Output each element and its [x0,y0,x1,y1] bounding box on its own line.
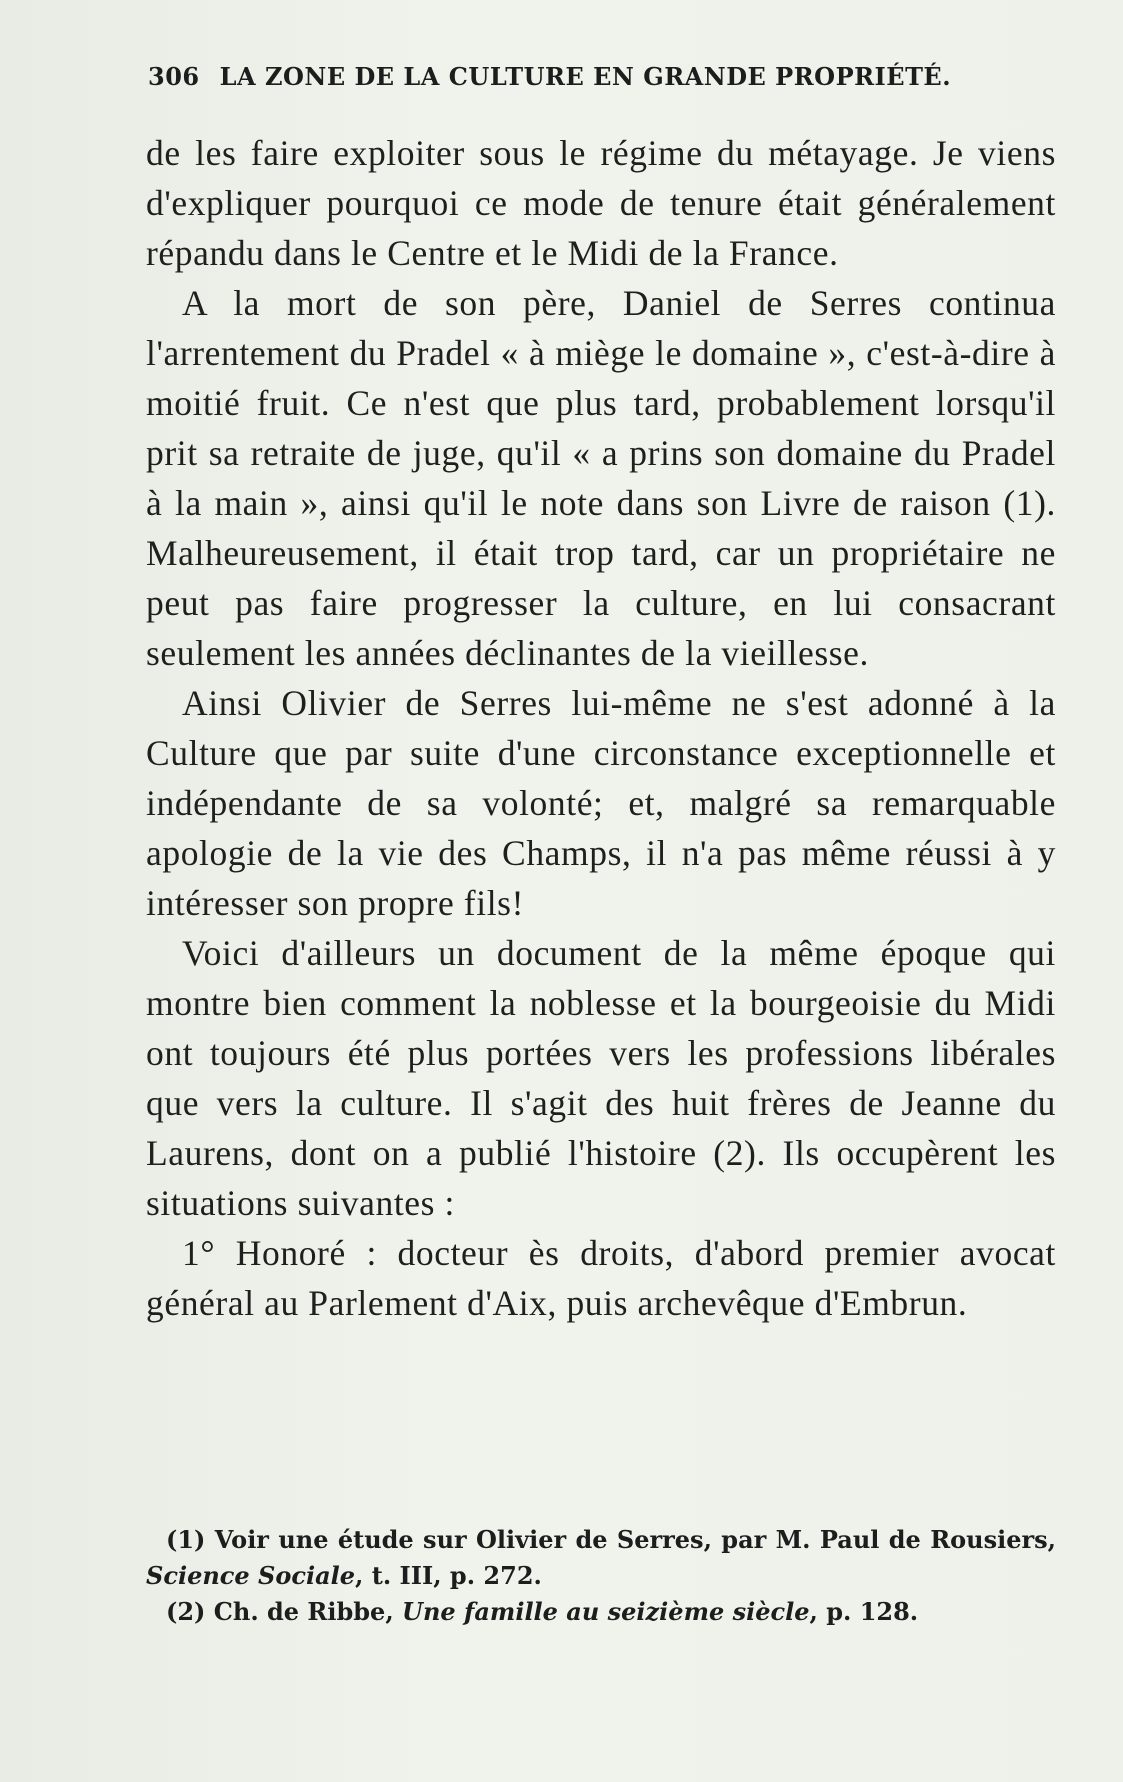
footnote-2-text: (2) Ch. de Ribbe, [166,1597,403,1626]
running-header [148,62,1028,91]
paragraph: A la mort de son père, Daniel de Serres continua l'arrentement du Pradel « à miège le domaine », c'est-à-dire à moitié fruit. Ce n'est que plus tard, probablement lorsqu'il prit sa retraite de juge, qu'il « a prins son domaine du Pradel à la main », ainsi qu'il le note dans son Livre de raison (1). Malheureusement, il était trop tard, car un propriétaire ne peut pas faire progresser la culture, en lui consacrant seulement les années déclinantes de la vieillesse. [146,283,1056,673]
paragraph: 1° Honoré : docteur ès droits, d'abord premier avocat général au Parlement d'Aix, puis archevêque d'Embrun. [146,1233,1056,1323]
paragraph: de les faire exploiter sous le régime du métayage. Je viens d'expliquer pourquoi ce mode de tenure était généralement répandu dans le Centre et le Midi de la France. [146,133,1056,273]
footnote-1-title: Science Sociale [146,1561,356,1590]
paragraph: Ainsi Olivier de Serres lui-même ne s'est adonné à la Culture que par suite d'une circonstance exceptionnelle et indépendante de sa volonté; et, malgré sa remarquable apologie de la vie des Champs, il n'a pas même réussi à y intéresser son propre fils! [146,683,1056,923]
footnote-1 [146,1522,1056,1594]
footnotes [146,1522,1056,1630]
footnote-1-ref: , t. III, p. 272. [355,1561,542,1590]
page-number: 306 [148,62,200,91]
footnote-2-ref: , p. 128. [809,1597,919,1626]
footnote-2-title: Une famille au seizième siècle [402,1597,810,1626]
footnote-2 [146,1594,1056,1630]
footnote-1-text: (1) Voir une étude sur Olivier de Serres, par M. Paul de Rousiers, [166,1525,1056,1554]
running-title: LA ZONE DE LA CULTURE EN GRANDE PROPRIÉTÉ. [219,62,952,91]
body-text [146,128,1056,1328]
paragraph: Voici d'ailleurs un document de la même époque qui montre bien comment la noblesse et la bourgeoisie du Midi ont toujours été plus portées vers les professions libérales que vers la culture. Il s'agit des huit frères de Jeanne du Laurens, dont on a publié l'histoire (2). Ils occupèrent les situations suivantes : [146,933,1056,1223]
